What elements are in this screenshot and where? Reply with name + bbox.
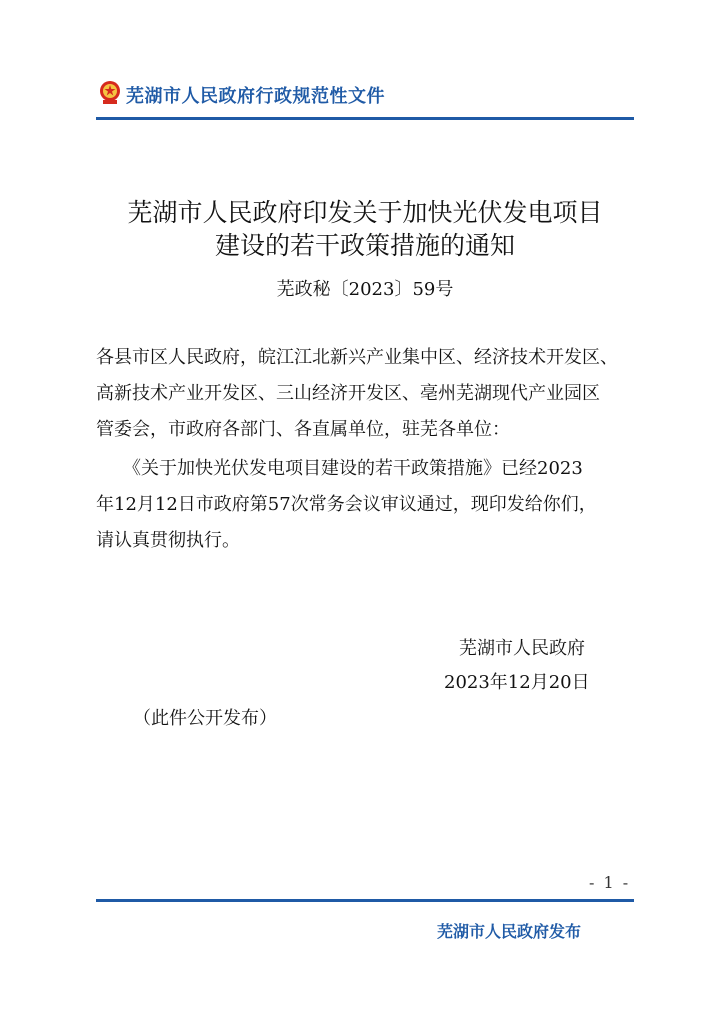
header-divider [96, 117, 634, 120]
national-emblem-icon [99, 80, 121, 106]
body-line: 管委会，市政府各部门、各直属单位，驻芜各单位： [96, 419, 510, 440]
body-line: 高新技术产业开发区、三山经济开发区、亳州芜湖现代产业园区 [96, 383, 600, 404]
footer-publisher: 芜湖市人民政府发布 [437, 922, 582, 941]
document-title-line-1: 芜湖市人民政府印发关于加快光伏发电项目 [127, 198, 603, 227]
public-release-note: （此件公开发布） [133, 708, 277, 729]
page-number: - 1 - [589, 873, 631, 892]
signature-organization: 芜湖市人民政府 [459, 638, 585, 659]
header-title: 芜湖市人民政府行政规范性文件 [126, 86, 385, 107]
document-title-line-2: 建设的若干政策措施的通知 [214, 231, 515, 260]
body-line: 《关于加快光伏发电项目建设的若干政策措施》已经2023 [96, 458, 583, 479]
body-line: 各县市区人民政府，皖江江北新兴产业集中区、经济技术开发区、 [96, 347, 618, 368]
footer-divider [96, 899, 634, 902]
body-line: 年12月12日市政府第57次常务会议审议通过，现印发给你们， [96, 494, 597, 515]
body-line: 请认真贯彻执行。 [96, 530, 240, 551]
signature-date: 2023年12月20日 [444, 672, 590, 693]
document-number: 芜政秘〔2023〕59号 [276, 279, 454, 300]
